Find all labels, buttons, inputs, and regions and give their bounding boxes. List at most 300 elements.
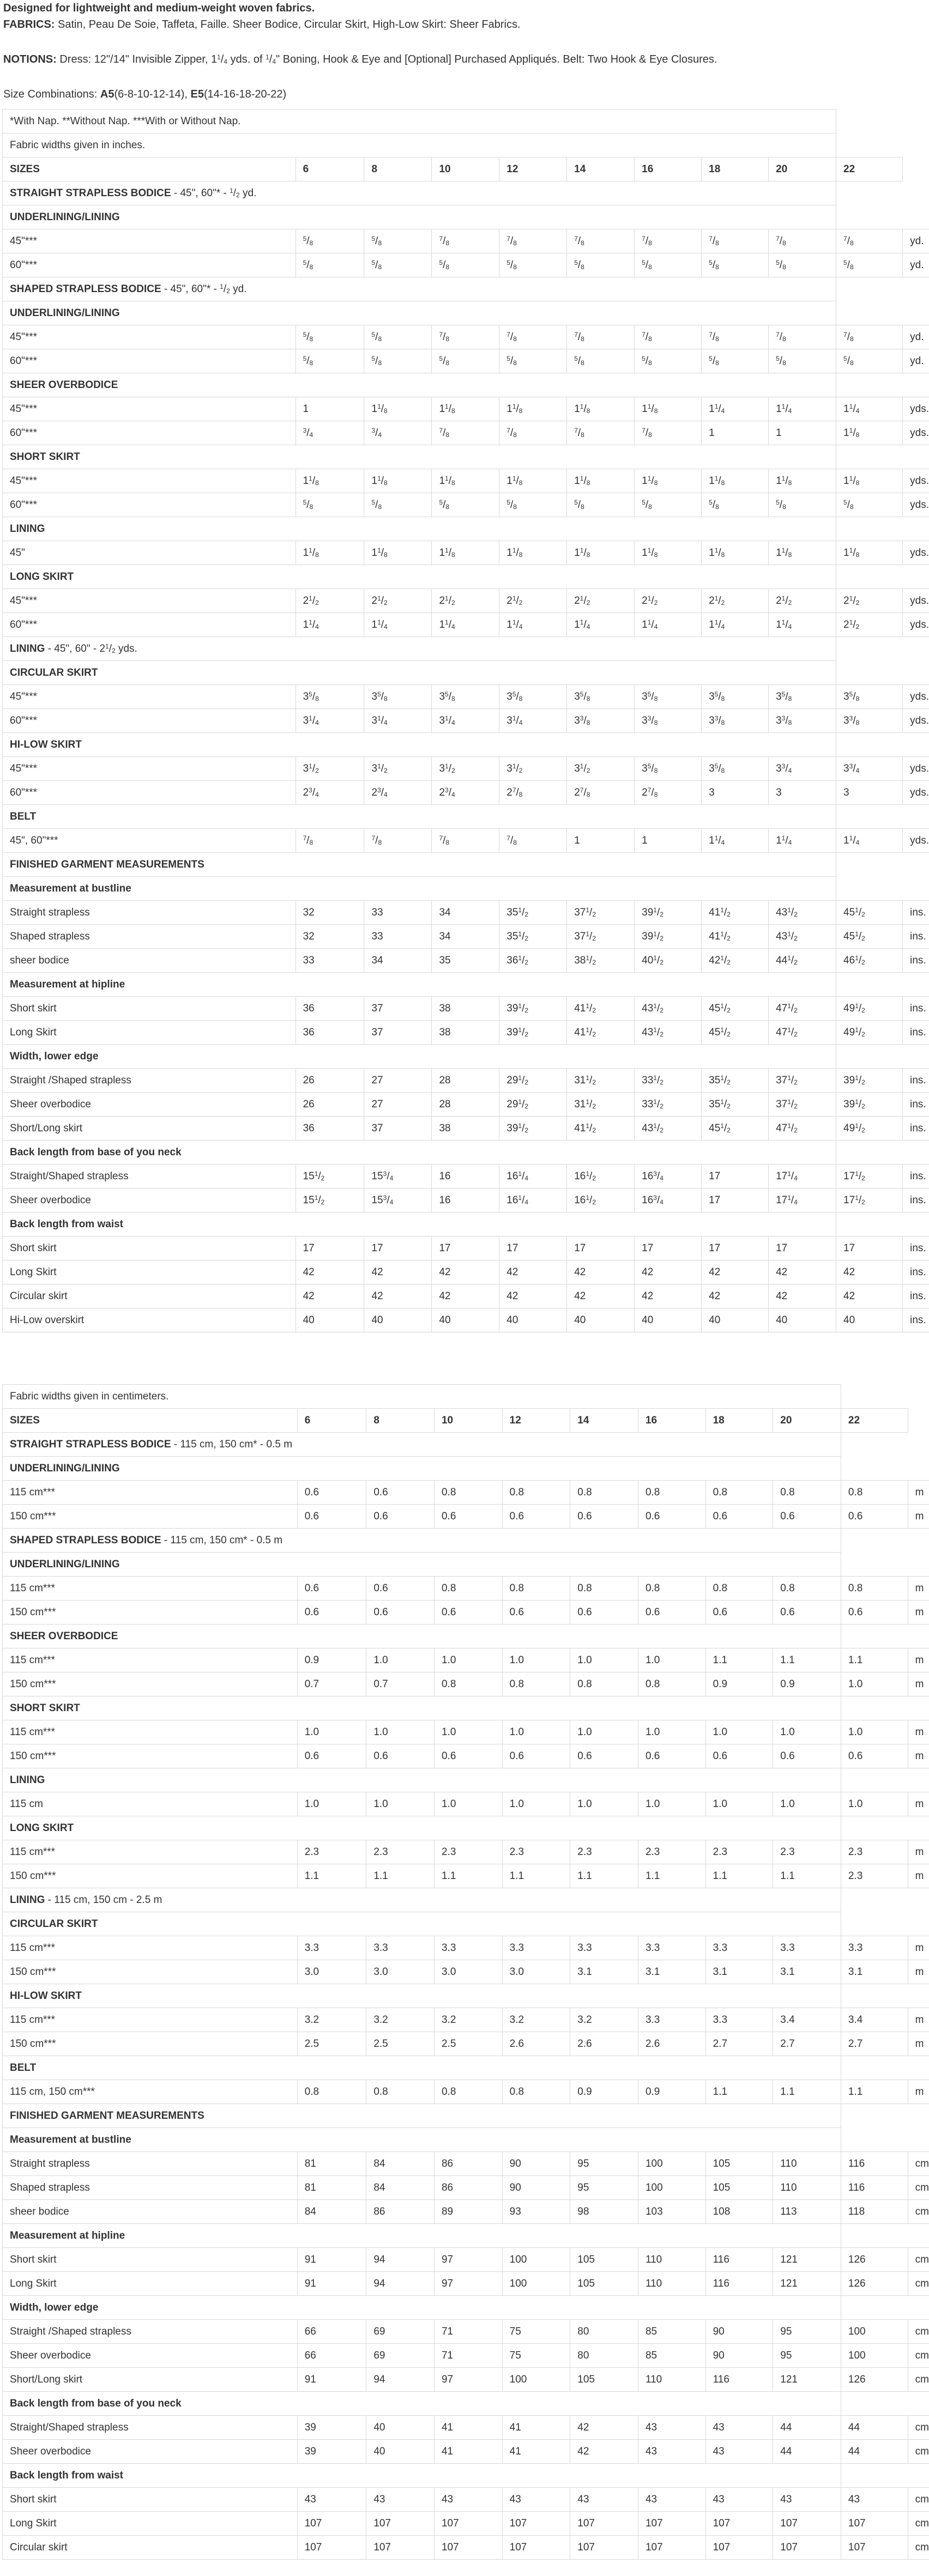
- size-value-cell: $17^1/_4$: [769, 1165, 836, 1189]
- size-value-cell: 3.1: [705, 1960, 773, 1984]
- size-value-cell: $^5/_8$: [364, 325, 432, 349]
- size-value-cell: $41^1/_2$: [702, 901, 769, 925]
- size-value-cell: 0.6: [366, 1601, 435, 1625]
- size-value-cell: 43: [638, 2488, 705, 2512]
- table-row: [3, 229, 929, 253]
- size-value-cell: 0.8: [502, 2080, 570, 2104]
- size-value-cell: 0.6: [773, 1744, 841, 1768]
- size-value-cell: 0.6: [773, 1505, 841, 1529]
- section-heading-row: [3, 1457, 929, 1481]
- size-value-cell: $49^1/_2$: [836, 1117, 903, 1141]
- unit-cell: cm: [908, 2488, 929, 2512]
- section-heading-title: Measurement at hipline: [10, 978, 125, 990]
- size-value-cell: $3^1/_2$: [432, 757, 499, 781]
- section-heading-row: [3, 853, 929, 877]
- table-row: [3, 253, 929, 277]
- size-value-cell: 40: [432, 1308, 499, 1332]
- size-column-header: 16: [635, 157, 702, 181]
- size-value-cell: $39^1/_2$: [499, 1117, 567, 1141]
- size-value-cell: 0.9: [705, 1672, 773, 1696]
- size-value-cell: $1^1/_4$: [769, 397, 836, 421]
- size-value-cell: 3.2: [570, 2008, 638, 2032]
- size-value-cell: 42: [769, 1260, 836, 1284]
- section-heading-row: [3, 2296, 929, 2320]
- table-row: [3, 1601, 929, 1625]
- row-label: 150 cm***: [3, 1601, 298, 1625]
- size-value-cell: 100: [841, 2320, 908, 2344]
- size-value-cell: $^3/_4$: [295, 421, 364, 445]
- size-value-cell: $31^1/_2$: [567, 1093, 635, 1117]
- size-value-cell: $^5/_8$: [769, 349, 836, 373]
- size-value-cell: $3^1/_2$: [364, 757, 432, 781]
- size-value-cell: 3.1: [570, 1960, 638, 1984]
- size-column-header: 8: [364, 157, 432, 181]
- size-value-cell: 40: [499, 1308, 567, 1332]
- size-value-cell: $2^3/_4$: [432, 781, 499, 805]
- size-value-cell: 34: [432, 901, 499, 925]
- size-value-cell: $45^1/_2$: [702, 997, 769, 1021]
- size-value-cell: 90: [502, 2152, 570, 2176]
- size-value-cell: $2^1/_2$: [769, 589, 836, 613]
- table-row: [3, 997, 929, 1021]
- section-heading-title: SHEER OVERBODICE: [10, 379, 118, 391]
- size-value-cell: 0.6: [705, 1744, 773, 1768]
- size-column-header: 10: [432, 157, 499, 181]
- size-value-cell: 36: [295, 997, 364, 1021]
- size-value-cell: 1.1: [297, 1864, 366, 1888]
- row-label: 45"***: [3, 757, 296, 781]
- size-value-cell: 103: [638, 2200, 705, 2224]
- section-heading-row: [3, 637, 929, 661]
- table-row: [3, 1720, 929, 1744]
- table-row: [3, 1284, 929, 1308]
- unit-cell: m: [908, 1601, 929, 1625]
- section-heading: [3, 637, 836, 661]
- section-heading: [3, 805, 836, 829]
- size-value-cell: $41^1/_2$: [567, 1117, 635, 1141]
- size-value-cell: 0.8: [502, 1481, 570, 1505]
- size-value-cell: $1^1/_4$: [702, 397, 769, 421]
- size-value-cell: 42: [769, 1284, 836, 1308]
- size-value-cell: 3.3: [773, 1936, 841, 1960]
- table-row: [3, 1505, 929, 1529]
- size-value-cell: 3.3: [570, 1936, 638, 1960]
- size-value-cell: 1.0: [502, 1792, 570, 1816]
- section-heading: [3, 205, 836, 229]
- size-value-cell: 1.0: [841, 1672, 908, 1696]
- size-value-cell: 1.1: [366, 1864, 435, 1888]
- unit-cell: yds.: [903, 685, 929, 709]
- size-value-cell: 44: [773, 2440, 841, 2464]
- section-heading-title: FINISHED GARMENT MEASUREMENTS: [10, 2110, 204, 2122]
- section-heading: [3, 181, 836, 205]
- size-value-cell: 32: [295, 901, 364, 925]
- size-value-cell: 0.8: [841, 1577, 908, 1601]
- table-row: [3, 2320, 929, 2344]
- size-value-cell: 0.8: [366, 2080, 435, 2104]
- section-heading-title: Measurement at hipline: [10, 2229, 125, 2241]
- size-value-cell: 0.8: [773, 1577, 841, 1601]
- size-value-cell: 3.3: [366, 1936, 435, 1960]
- section-heading-row: [3, 1816, 929, 1840]
- size-value-cell: 116: [841, 2152, 908, 2176]
- section-heading-detail: - 115 cm, 150 cm* - 0.5 m: [171, 1438, 293, 1450]
- size-value-cell: 116: [705, 2248, 773, 2272]
- table-row: [3, 781, 929, 805]
- size-value-cell: 41: [502, 2416, 570, 2440]
- size-value-cell: 0.6: [366, 1577, 435, 1601]
- size-value-cell: $^7/_8$: [635, 229, 702, 253]
- size-value-cell: $1^1/_4$: [635, 613, 702, 637]
- size-value-cell: 44: [773, 2416, 841, 2440]
- size-value-cell: 113: [773, 2200, 841, 2224]
- size-value-cell: $39^1/_2$: [836, 1093, 903, 1117]
- size-value-cell: 40: [366, 2440, 435, 2464]
- size-value-cell: 17: [702, 1237, 769, 1260]
- size-value-cell: 42: [836, 1260, 903, 1284]
- size-value-cell: 107: [297, 2512, 366, 2536]
- size-value-cell: 42: [702, 1284, 769, 1308]
- section-heading-row: [3, 973, 929, 997]
- unit-cell: m: [908, 1577, 929, 1601]
- section-heading-title: LONG SKIRT: [10, 1822, 74, 1834]
- row-label: 45"***: [3, 685, 296, 709]
- size-value-cell: 97: [434, 2248, 502, 2272]
- section-heading-row: [3, 805, 929, 829]
- section-heading-title: Width, lower edge: [10, 2301, 99, 2313]
- size-value-cell: 0.9: [297, 1648, 366, 1672]
- row-label: 115 cm: [3, 1792, 298, 1816]
- size-value-cell: $1^1/_8$: [836, 421, 903, 445]
- row-label: 150 cm***: [3, 1505, 298, 1529]
- size-value-cell: 0.6: [773, 1601, 841, 1625]
- size-value-cell: 0.8: [502, 1672, 570, 1696]
- size-value-cell: 1.1: [502, 1864, 570, 1888]
- size-value-cell: 107: [366, 2512, 435, 2536]
- size-value-cell: $^7/_8$: [567, 421, 635, 445]
- size-value-cell: 121: [773, 2368, 841, 2392]
- size-value-cell: 0.8: [638, 1577, 705, 1601]
- row-label: 45": [3, 541, 296, 565]
- size-value-cell: $^7/_8$: [769, 325, 836, 349]
- size-value-cell: 107: [638, 2536, 705, 2560]
- unit-cell: yds.: [903, 709, 929, 733]
- unit-cell: yds.: [903, 589, 929, 613]
- size-value-cell: $^5/_8$: [295, 325, 364, 349]
- section-heading-title: STRAIGHT STRAPLESS BODICE: [10, 187, 171, 199]
- size-value-cell: 3.1: [841, 1960, 908, 1984]
- size-value-cell: $1^1/_8$: [499, 469, 567, 493]
- unit-cell: cm: [908, 2440, 929, 2464]
- size-value-cell: $2^1/_2$: [295, 589, 364, 613]
- size-value-cell: $1^1/_4$: [295, 613, 364, 637]
- size-value-cell: 0.6: [570, 1505, 638, 1529]
- unit-cell: m: [908, 1936, 929, 1960]
- size-value-cell: 27: [364, 1093, 432, 1117]
- size-value-cell: 0.8: [773, 1481, 841, 1505]
- size-value-cell: 94: [366, 2368, 435, 2392]
- size-value-cell: 3.3: [502, 1936, 570, 1960]
- size-value-cell: 42: [499, 1284, 567, 1308]
- row-label: 45"***: [3, 325, 296, 349]
- size-value-cell: 43: [773, 2488, 841, 2512]
- size-value-cell: 2.3: [570, 1840, 638, 1864]
- row-label: Long Skirt: [3, 2512, 298, 2536]
- size-value-cell: 100: [502, 2272, 570, 2296]
- size-value-cell: $3^3/_8$: [702, 709, 769, 733]
- size-value-cell: $^5/_8$: [836, 253, 903, 277]
- size-value-cell: 107: [570, 2512, 638, 2536]
- section-heading-row: [3, 277, 929, 301]
- size-value-cell: 121: [773, 2248, 841, 2272]
- size-value-cell: 0.6: [502, 1601, 570, 1625]
- size-value-cell: $3^3/_8$: [836, 709, 903, 733]
- size-value-cell: $3^1/_2$: [295, 757, 364, 781]
- unit-cell: cm: [908, 2248, 929, 2272]
- size-value-cell: $37^1/_2$: [769, 1069, 836, 1093]
- row-label: Long Skirt: [3, 1021, 296, 1045]
- size-value-cell: 0.6: [638, 1505, 705, 1529]
- size-value-cell: 94: [366, 2248, 435, 2272]
- table-row: [3, 2512, 929, 2536]
- section-heading: [3, 877, 836, 901]
- size-value-cell: 0.8: [570, 1672, 638, 1696]
- size-value-cell: 17: [567, 1237, 635, 1260]
- size-value-cell: 66: [297, 2344, 366, 2368]
- section-heading-title: Width, lower edge: [10, 1050, 99, 1062]
- size-value-cell: 69: [366, 2320, 435, 2344]
- size-value-cell: $^7/_8$: [432, 829, 499, 853]
- size-value-cell: 36: [295, 1117, 364, 1141]
- size-value-cell: 95: [773, 2320, 841, 2344]
- table-row: [3, 829, 929, 853]
- size-value-cell: 2.7: [705, 2032, 773, 2056]
- table-row: [3, 685, 929, 709]
- section-heading-row: [3, 1984, 929, 2008]
- size-value-cell: $16^1/_2$: [567, 1165, 635, 1189]
- size-value-cell: $35^1/_2$: [499, 901, 567, 925]
- size-value-cell: $1^1/_8$: [295, 469, 364, 493]
- size-value-cell: 41: [434, 2440, 502, 2464]
- size-value-cell: $45^1/_2$: [836, 901, 903, 925]
- size-value-cell: $43^1/_2$: [769, 925, 836, 949]
- section-heading-row: [3, 1696, 929, 1720]
- size-value-cell: 2.3: [705, 1840, 773, 1864]
- table-row: [3, 709, 929, 733]
- unit-cell: ins.: [903, 1165, 929, 1189]
- section-heading-row: [3, 877, 929, 901]
- row-label: Short skirt: [3, 1237, 296, 1260]
- size-value-cell: $3^1/_4$: [432, 709, 499, 733]
- notions-text: Dress: 12"/14" Invisible Zipper, $1^1/_4$ yds. of $^1/_4$" Boning, Hook & Eye and [Optional] Purchased Appliqués. Belt: Two Hook & Eye Closures.: [59, 53, 717, 65]
- row-label: 45"***: [3, 397, 296, 421]
- section-heading-row: [3, 1045, 929, 1069]
- unit-cell: m: [908, 2008, 929, 2032]
- table-row: [3, 1481, 929, 1505]
- size-value-cell: 85: [638, 2344, 705, 2368]
- row-label: 115 cm***: [3, 1648, 298, 1672]
- size-value-cell: $^7/_8$: [432, 229, 499, 253]
- unit-cell: ins.: [903, 925, 929, 949]
- size-value-cell: $2^1/_2$: [364, 589, 432, 613]
- size-value-cell: 3.3: [705, 1936, 773, 1960]
- size-value-cell: 44: [841, 2440, 908, 2464]
- section-heading: [3, 1457, 841, 1481]
- size-value-cell: 0.6: [841, 1601, 908, 1625]
- size-value-cell: $3^5/_8$: [364, 685, 432, 709]
- size-value-cell: $49^1/_2$: [836, 1021, 903, 1045]
- size-value-cell: $^5/_8$: [499, 493, 567, 517]
- table-row: [3, 1117, 929, 1141]
- size-value-cell: $3^5/_8$: [769, 685, 836, 709]
- section-heading: [3, 1816, 841, 1840]
- sizes-label: SIZES: [3, 1409, 298, 1433]
- table-row: [3, 1021, 929, 1045]
- section-heading-row: [3, 181, 929, 205]
- size-value-cell: 0.6: [297, 1601, 366, 1625]
- size-value-cell: $45^1/_2$: [702, 1021, 769, 1045]
- size-value-cell: $3^3/_4$: [769, 757, 836, 781]
- size-value-cell: 0.7: [366, 1672, 435, 1696]
- size-value-cell: 75: [502, 2344, 570, 2368]
- size-value-cell: 89: [434, 2200, 502, 2224]
- unit-cell: yds.: [903, 613, 929, 637]
- size-value-cell: 16: [432, 1189, 499, 1213]
- size-value-cell: 0.8: [570, 1577, 638, 1601]
- size-value-cell: $29^1/_2$: [499, 1069, 567, 1093]
- row-label: 150 cm***: [3, 1960, 298, 1984]
- section-heading-row: [3, 2224, 929, 2248]
- size-value-cell: 107: [502, 2536, 570, 2560]
- size-value-cell: 41: [434, 2416, 502, 2440]
- size-column-header: 12: [499, 157, 567, 181]
- size-value-cell: 1.0: [841, 1792, 908, 1816]
- size-value-cell: 3.3: [638, 2008, 705, 2032]
- section-heading-title: HI-LOW SKIRT: [10, 1990, 82, 2002]
- size-value-cell: $1^1/_4$: [702, 829, 769, 853]
- section-heading: [3, 2104, 841, 2128]
- unit-cell: m: [908, 1840, 929, 1864]
- size-value-cell: $^5/_8$: [769, 253, 836, 277]
- size-value-cell: 97: [434, 2272, 502, 2296]
- size-value-cell: 1.1: [773, 2080, 841, 2104]
- row-label: sheer bodice: [3, 2200, 298, 2224]
- size-value-cell: 95: [773, 2344, 841, 2368]
- size-value-cell: $31^1/_2$: [567, 1069, 635, 1093]
- size-value-cell: 17: [432, 1237, 499, 1260]
- section-heading-row: [3, 301, 929, 325]
- section-heading-title: FINISHED GARMENT MEASUREMENTS: [10, 858, 204, 870]
- section-heading-title: LONG SKIRT: [10, 571, 74, 583]
- row-label: Short/Long skirt: [3, 1117, 296, 1141]
- section-heading: [3, 565, 836, 589]
- unit-cell: cm: [908, 2368, 929, 2392]
- size-value-cell: 0.6: [705, 1601, 773, 1625]
- row-label: 45"***: [3, 229, 296, 253]
- row-label: Hi-Low overskirt: [3, 1308, 296, 1332]
- size-value-cell: $40^1/_2$: [635, 949, 702, 973]
- size-value-cell: 0.6: [570, 1744, 638, 1768]
- size-value-cell: 16: [432, 1165, 499, 1189]
- size-value-cell: 42: [364, 1284, 432, 1308]
- table-row: [3, 325, 929, 349]
- row-label: Long Skirt: [3, 1260, 296, 1284]
- size-value-cell: 0.6: [502, 1744, 570, 1768]
- size-value-cell: 0.6: [297, 1744, 366, 1768]
- size-column-header: 20: [773, 1409, 841, 1433]
- table-row: [3, 1189, 929, 1213]
- size-value-cell: $1^1/_4$: [567, 613, 635, 637]
- size-value-cell: 95: [570, 2152, 638, 2176]
- section-heading-title: LINING: [10, 643, 45, 654]
- size-value-cell: 3.0: [297, 1960, 366, 1984]
- section-heading: [3, 2464, 841, 2488]
- size-value-cell: $2^1/_2$: [836, 613, 903, 637]
- size-value-cell: 98: [570, 2200, 638, 2224]
- size-value-cell: 107: [773, 2536, 841, 2560]
- size-value-cell: 3.0: [502, 1960, 570, 1984]
- section-heading-title: BELT: [10, 810, 37, 822]
- size-value-cell: 126: [841, 2248, 908, 2272]
- size-value-cell: $^7/_8$: [769, 229, 836, 253]
- metric-yardage-table: [2, 1384, 929, 2560]
- size-combinations-line: [3, 86, 914, 102]
- size-value-cell: 1.1: [434, 1864, 502, 1888]
- size-value-cell: $^7/_8$: [364, 829, 432, 853]
- unit-cell: yds.: [903, 493, 929, 517]
- size-value-cell: $38^1/_2$: [567, 949, 635, 973]
- table-row: [3, 2440, 929, 2464]
- size-value-cell: $^7/_8$: [567, 325, 635, 349]
- section-heading: [3, 1912, 841, 1936]
- size-value-cell: 0.6: [366, 1505, 435, 1529]
- row-label: Straight /Shaped strapless: [3, 1069, 296, 1093]
- size-value-cell: 43: [570, 2488, 638, 2512]
- section-heading-row: [3, 1768, 929, 1792]
- size-value-cell: 0.8: [434, 2080, 502, 2104]
- section-heading-row: [3, 2056, 929, 2080]
- size-value-cell: 0.6: [434, 1744, 502, 1768]
- size-value-cell: $3^1/_4$: [295, 709, 364, 733]
- size-column-header: 6: [295, 157, 364, 181]
- size-value-cell: 1.0: [434, 1792, 502, 1816]
- size-value-cell: $^5/_8$: [364, 493, 432, 517]
- unit-cell: yds.: [903, 421, 929, 445]
- size-value-cell: $^7/_8$: [499, 325, 567, 349]
- size-value-cell: 3.2: [502, 2008, 570, 2032]
- size-value-cell: $^5/_8$: [567, 493, 635, 517]
- size-value-cell: $1^1/_8$: [567, 541, 635, 565]
- size-value-cell: 40: [836, 1308, 903, 1332]
- size-value-cell: 40: [769, 1308, 836, 1332]
- section-heading-row: [3, 565, 929, 589]
- size-value-cell: 40: [366, 2416, 435, 2440]
- row-label: Short/Long skirt: [3, 2368, 298, 2392]
- table-row: [3, 2200, 929, 2224]
- size-value-cell: $^5/_8$: [836, 493, 903, 517]
- size-value-cell: 34: [432, 925, 499, 949]
- size-value-cell: 0.8: [502, 1577, 570, 1601]
- size-value-cell: 42: [567, 1284, 635, 1308]
- section-heading-row: [3, 205, 929, 229]
- size-value-cell: 107: [638, 2512, 705, 2536]
- size-value-cell: 91: [297, 2272, 366, 2296]
- size-value-cell: $15^3/_4$: [364, 1189, 432, 1213]
- table-row: [3, 1165, 929, 1189]
- table-row: [3, 1093, 929, 1117]
- size-value-cell: 107: [297, 2536, 366, 2560]
- size-value-cell: 40: [567, 1308, 635, 1332]
